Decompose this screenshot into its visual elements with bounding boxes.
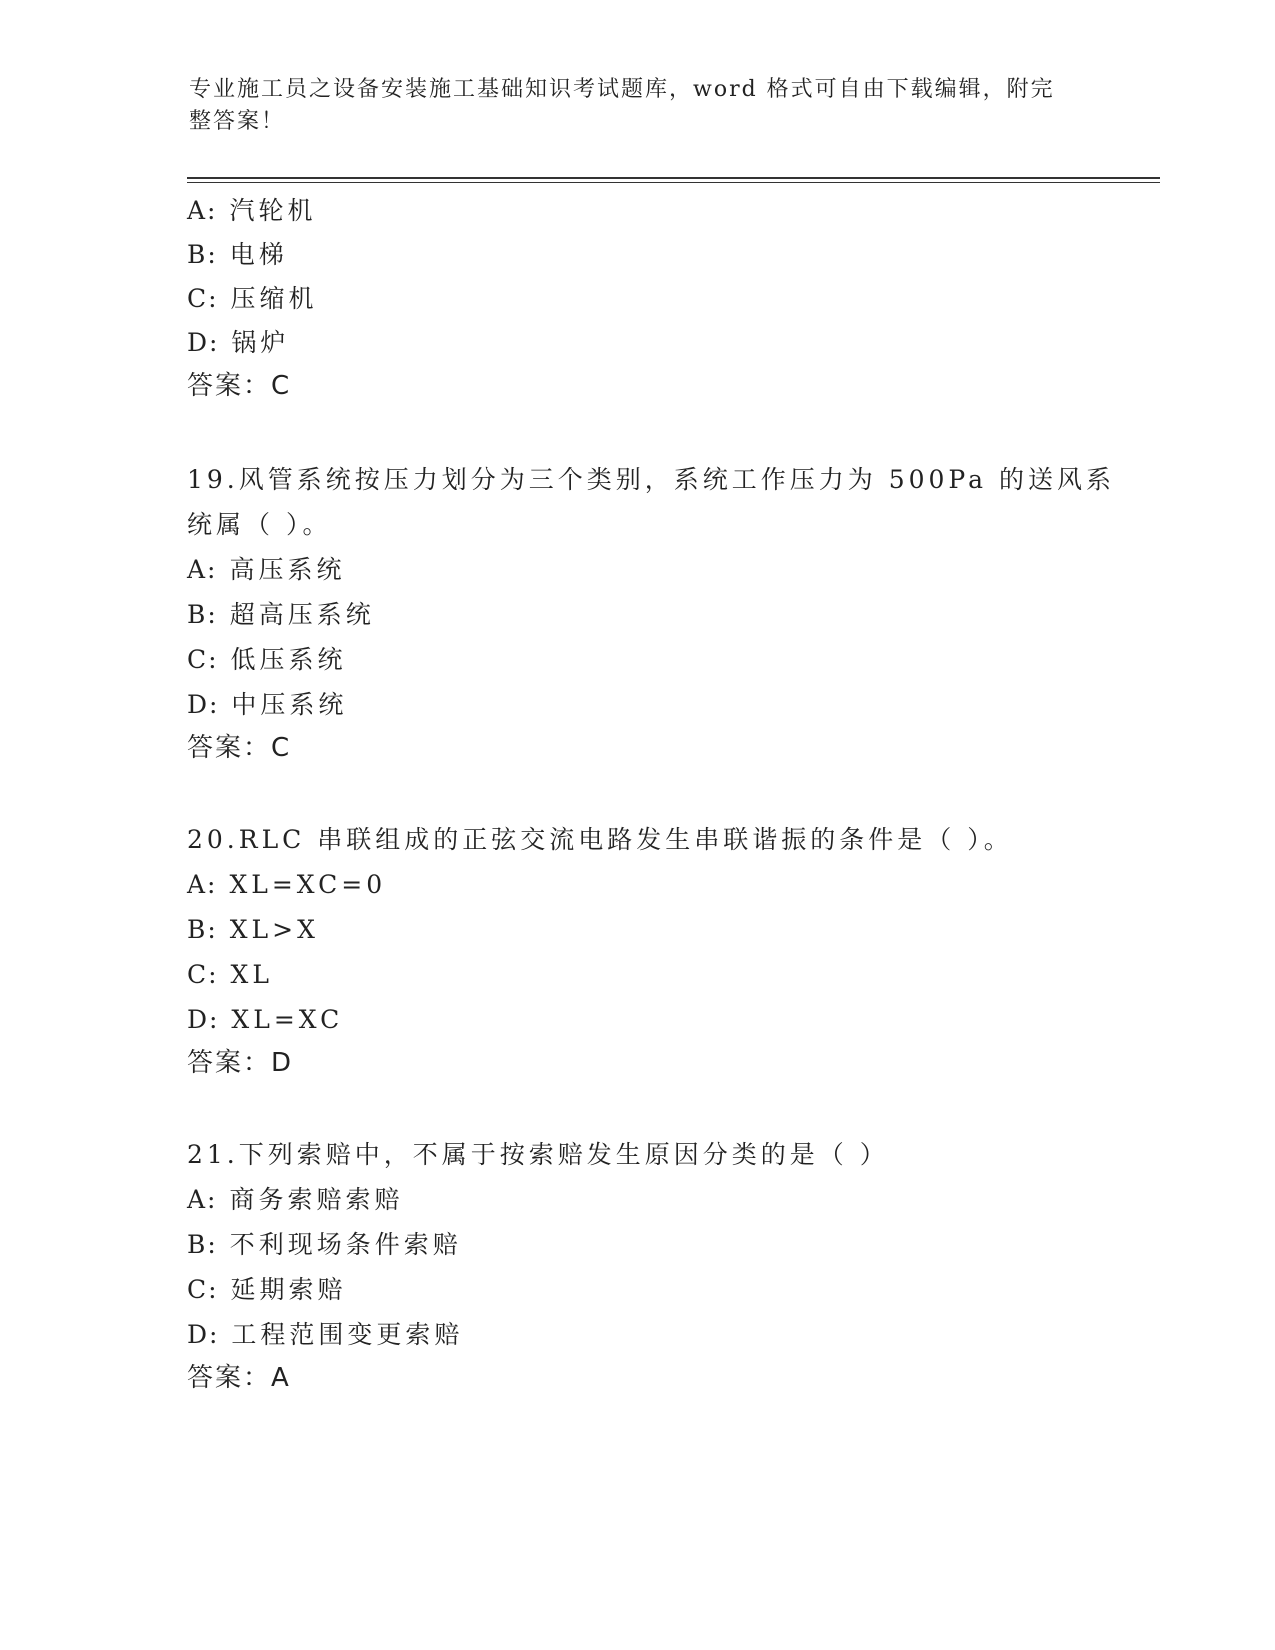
- option-label: C:: [187, 284, 219, 313]
- header-divider: [187, 177, 1160, 179]
- question-stem-cont: 统属（ ）。: [187, 510, 332, 539]
- option-d: [187, 328, 289, 358]
- option-text: XL>X: [229, 915, 319, 944]
- option-text: 不利现场条件索赔: [229, 1230, 462, 1259]
- option-text: 超高压系统: [229, 600, 375, 629]
- option-d: [187, 1005, 343, 1035]
- header-divider-thin: [187, 182, 1160, 183]
- option-label: A:: [187, 870, 218, 899]
- header-description: 专业施工员之设备安装施工基础知识考试题库，word 格式可自由下载编辑，附完整答案！: [189, 77, 1055, 134]
- option-text: XL: [230, 960, 273, 989]
- option-label: D:: [187, 1005, 220, 1034]
- option-a: [187, 870, 386, 900]
- option-b: [187, 915, 319, 945]
- option-label: B:: [187, 600, 218, 629]
- option-text: 低压系统: [230, 645, 347, 674]
- option-b: [187, 240, 288, 270]
- answer: 答案：C: [187, 733, 292, 763]
- option-label: C:: [187, 1275, 219, 1304]
- option-label: D:: [187, 328, 220, 357]
- option-text: 商务索赔索赔: [229, 1185, 404, 1214]
- question-stem: 20.RLC 串联组成的正弦交流电路发生串联谐振的条件是（ ）。: [187, 825, 1013, 854]
- option-d: [187, 1320, 463, 1350]
- option-text: XL=XC=0: [229, 870, 387, 899]
- option-text: 延期索赔: [230, 1275, 347, 1304]
- option-label: C:: [187, 645, 219, 674]
- option-b: [187, 1230, 462, 1260]
- answer: 答案：C: [187, 371, 292, 401]
- option-a: [187, 555, 345, 585]
- option-c: [187, 1275, 347, 1305]
- answer: 答案：D: [187, 1048, 294, 1078]
- option-c: [187, 960, 273, 990]
- option-c: [187, 645, 347, 675]
- option-d: [187, 690, 347, 720]
- option-text: 电梯: [229, 240, 288, 269]
- question-stem: 21.下列索赔中，不属于按索赔发生原因分类的是（ ）: [187, 1140, 889, 1169]
- answer: 答案：A: [187, 1363, 291, 1393]
- option-label: A:: [187, 196, 218, 225]
- option-text: 压缩机: [230, 284, 318, 313]
- option-text: 高压系统: [229, 555, 346, 584]
- option-text: 汽轮机: [229, 196, 317, 225]
- option-b: [187, 600, 375, 630]
- question-stem: 19.风管系统按压力划分为三个类别，系统工作压力为 500Pa 的送风系: [187, 465, 1115, 494]
- option-label: D:: [187, 1320, 220, 1349]
- option-label: A:: [187, 1185, 218, 1214]
- option-text: 工程范围变更索赔: [231, 1320, 464, 1349]
- option-a: [187, 196, 316, 226]
- option-label: A:: [187, 555, 218, 584]
- option-label: B:: [187, 915, 218, 944]
- option-a: [187, 1185, 403, 1215]
- option-text: XL=XC: [231, 1005, 344, 1034]
- option-text: 中压系统: [231, 690, 348, 719]
- option-text: 锅炉: [231, 328, 290, 357]
- option-label: B:: [187, 1230, 218, 1259]
- option-label: B:: [187, 240, 218, 269]
- option-label: D:: [187, 690, 220, 719]
- option-c: [187, 284, 318, 314]
- option-label: C:: [187, 960, 219, 989]
